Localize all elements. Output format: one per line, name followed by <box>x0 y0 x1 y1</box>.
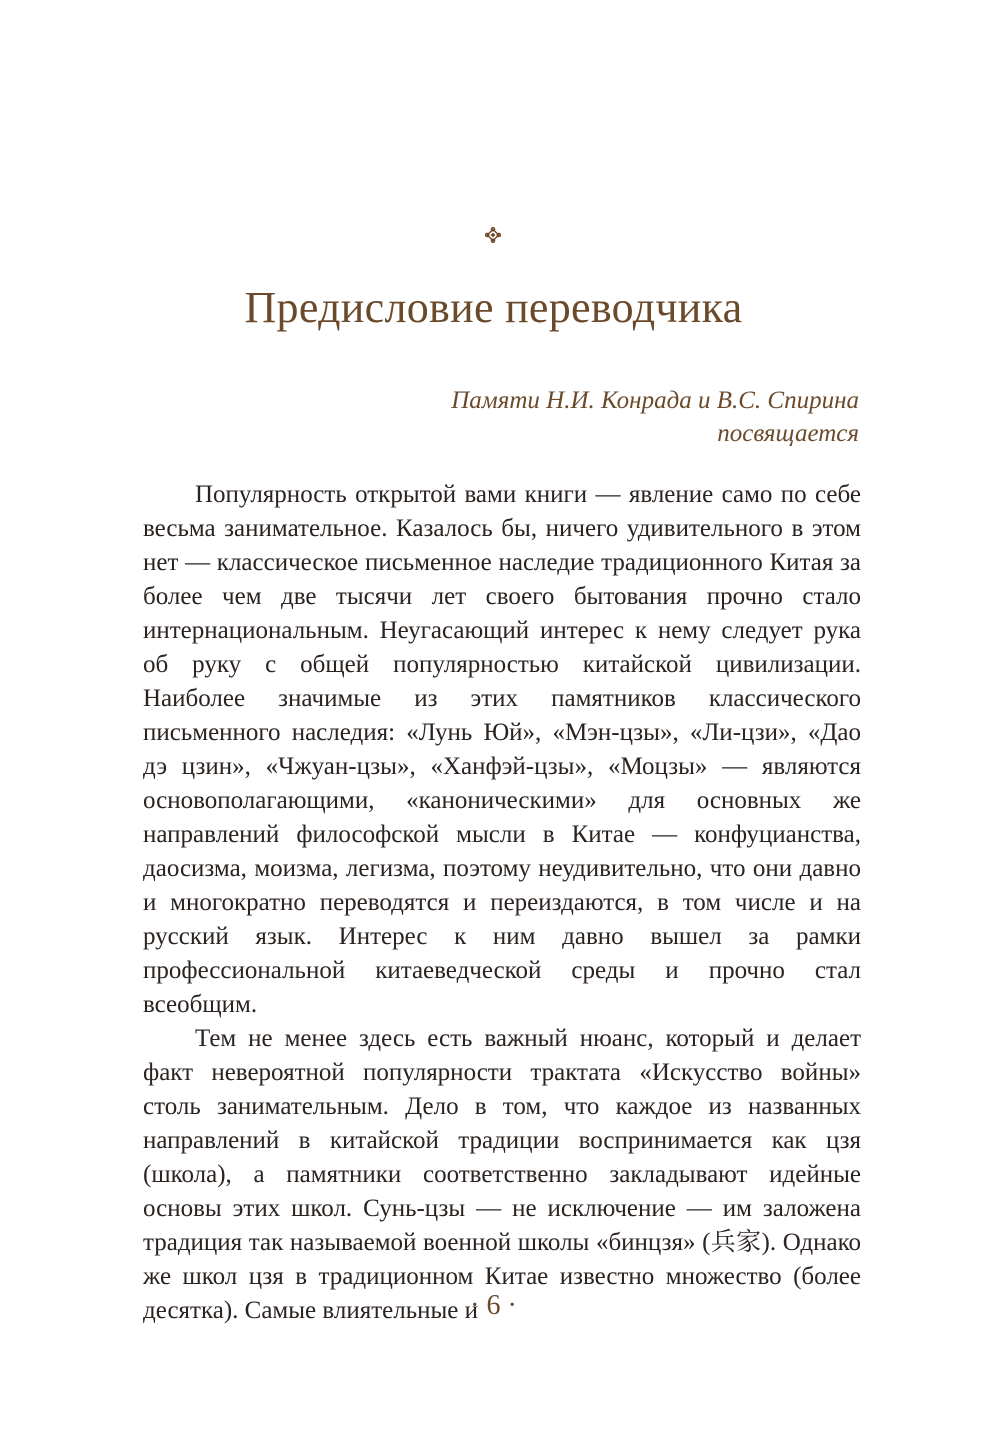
body-text <box>143 478 861 1328</box>
paragraph: Популярность открытой вами книги — явление само по себе весьма занимательное. Казалось бы, ничего удивительного в этом нет — классическое письменное наследие традиционного Китая за более чем две тысячи лет своего бытования прочно стало интернациональным. Неугасающий интерес к нему следует рука об руку с общей популярностью китайской цивилизации. Наиболее значимые из этих памятников классического письменного наследия: «Лунь Юй», «Мэн-цзы», «Ли-цзи», «Дао дэ цзин», «Чжуан-цзы», «Ханфэй-цзы», «Моцзы» — являются основополагающими, «каноническими» для основных же направлений философской мысли в Китае — конфуцианства, даосизма, моизма, легизма, поэтому неудивительно, что они давно и многократно переводятся и переиздаются, в том числе и на русский язык. Интерес к ним давно вышел за рамки профессиональной китаеведческой среды и прочно стал всеобщим. <box>143 481 861 1018</box>
paragraph: Тем не менее здесь есть важный нюанс, который и делает факт невероятной популярности трактата «Искусство войны» столь занимательным. Дело в том, что каждое из названных направлений в китайской традиции воспринимается как цзя (школа), а памятники соответственно закладывают идейные основы этих школ. Сунь-цзы — не исключение — им заложена традиция так называемой военной школы «бинцзя» (兵家). Однако же школ цзя в традиционном Китае известно множество (более десятка). Самые влиятельные и <box>143 1025 861 1324</box>
dedication <box>451 384 859 450</box>
page-number: · 6 · <box>470 1290 517 1321</box>
dedication-line: Памяти Н.И. Конрада и В.С. Спирина <box>451 387 859 414</box>
chapter-title: Предисловие переводчика <box>244 283 743 332</box>
knot-ornament-icon <box>485 227 501 243</box>
dedication-line: посвящается <box>717 420 859 447</box>
